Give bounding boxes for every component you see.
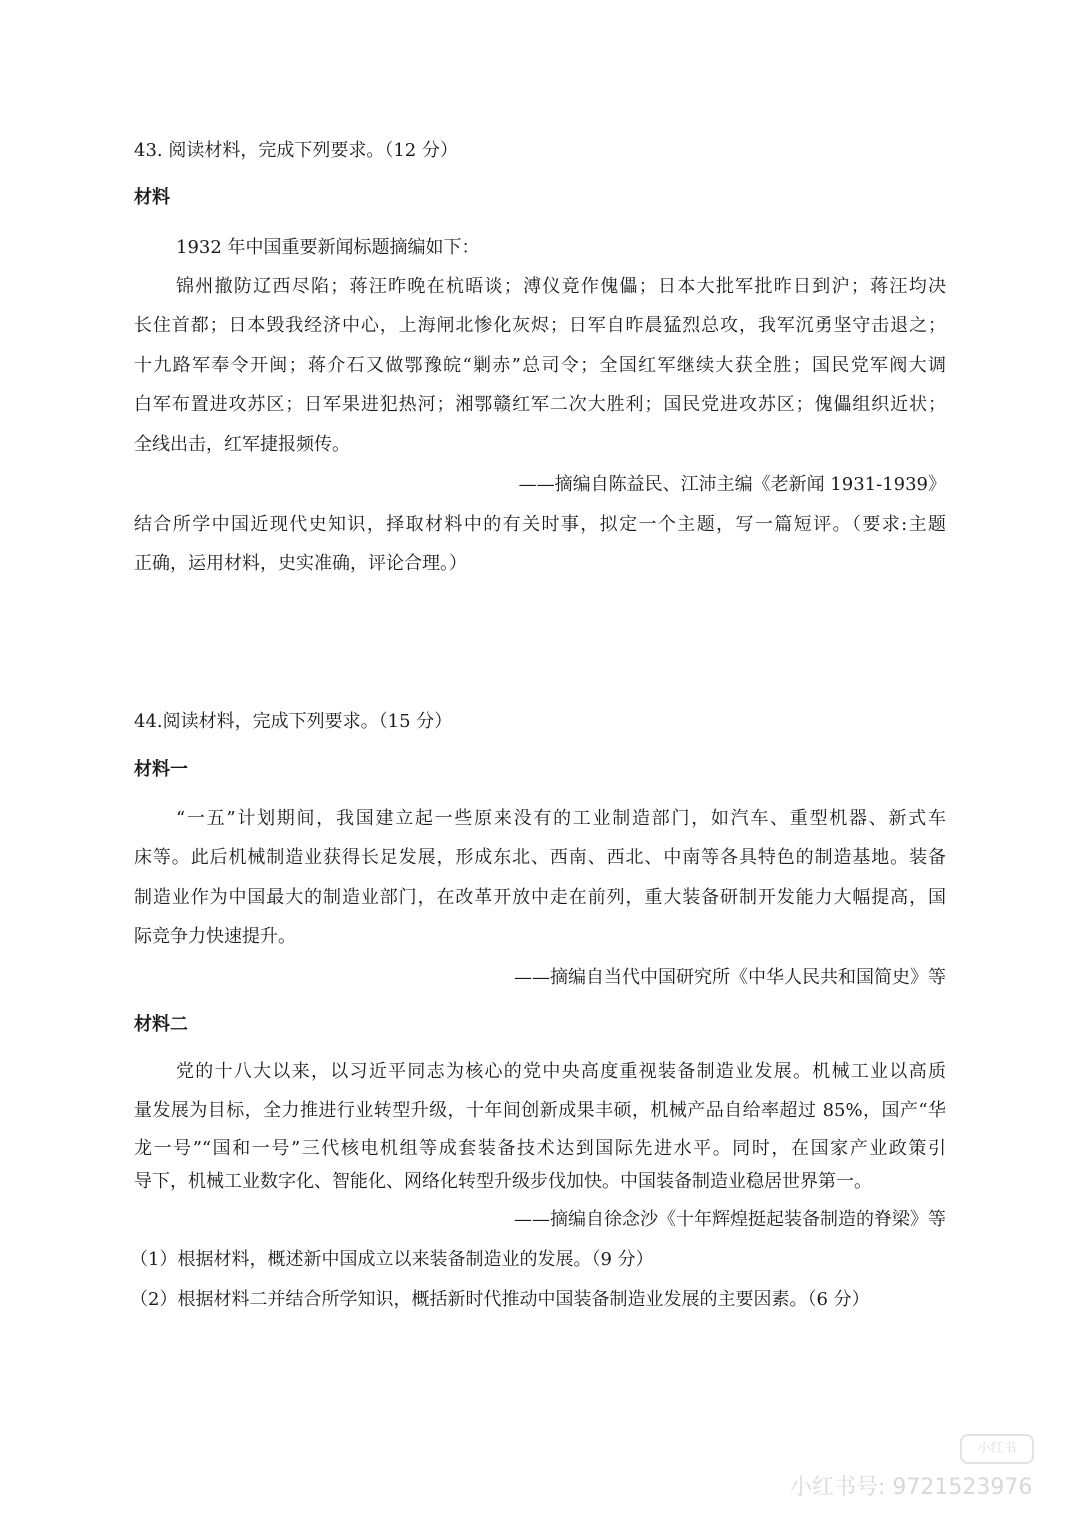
q44-sub-question-1: （1）根据材料，概述新中国成立以来装备制造业的发展。（9 分）	[130, 1249, 654, 1270]
q44-material1-line: 制造业作为中国最大的制造业部门，在改革开放中走在前列，重大装备研制开发能力大幅提高，国	[134, 887, 946, 908]
q44-source2: ——摘编自徐念沙《十年辉煌挺起装备制造的脊梁》等	[514, 1209, 946, 1230]
q44-material1-line: 际竞争力快速提升。	[134, 926, 296, 947]
q43-headline-line: 锦州撤防辽西尽陷；蒋汪昨晚在杭晤谈；溥仪竟作傀儡；日本大批军批昨日到沪；蒋汪均决	[176, 276, 946, 297]
q43-headline-line: 白军布置进攻苏区；日军果进犯热河；湘鄂赣红军二次大胜利；国民党进攻苏区；傀儡组织近状；	[134, 394, 946, 415]
q44-material1-heading: 材料一	[134, 759, 188, 780]
q44-material2-line: 党的十八大以来，以习近平同志为核心的党中央高度重视装备制造业发展。机械工业以高质	[176, 1061, 946, 1082]
q44-material2-line: 导下，机械工业数字化、智能化、网络化转型升级步伐加快。中国装备制造业稳居世界第一。	[134, 1171, 872, 1192]
watermark-logo: 小红书	[960, 1434, 1034, 1464]
q43-headline-line: 长住首都；日本毁我经济中心，上海闸北惨化灰烬；日军自昨晨猛烈总攻，我军沉勇坚守击退之；	[134, 315, 946, 336]
q44-source1: ——摘编自当代中国研究所《中华人民共和国简史》等	[514, 967, 946, 988]
q43-task-line: 正确，运用材料，史实准确，评论合理。）	[134, 553, 467, 574]
q43-task-line: 结合所学中国近现代史知识，择取材料中的有关时事，拟定一个主题，写一篇短评。（要求:主题	[134, 514, 946, 535]
q44-sub-question-2: （2）根据材料二并结合所学知识，概括新时代推动中国装备制造业发展的主要因素。（6 分）	[130, 1289, 870, 1310]
watermark-id: 小红书号: 9721523976	[790, 1475, 1033, 1500]
q43-intro: 1932 年中国重要新闻标题摘编如下：	[176, 237, 480, 258]
q44-material1-line: 床等。此后机械制造业获得长足发展，形成东北、西南、西北、中南等各具特色的制造基地。装备	[134, 847, 946, 868]
q43-title: 43. 阅读材料，完成下列要求。（12 分）	[134, 140, 458, 161]
q44-material2-heading: 材料二	[134, 1014, 188, 1035]
q44-material1-line: “一五”计划期间，我国建立起一些原来没有的工业制造部门，如汽车、重型机器、新式车	[176, 808, 946, 829]
q44-material2-line: 量发展为目标，全力推进行业转型升级，十年间创新成果丰硕，机械产品自给率超过 85%，国产“华	[134, 1100, 946, 1121]
q44-material2-line: 龙一号”“国和一号”三代核电机组等成套装备技术达到国际先进水平。同时，在国家产业政策引	[134, 1138, 946, 1159]
q43-source: ——摘编自陈益民、江沛主编《老新闻 1931-1939》	[518, 474, 946, 495]
q43-headline-line: 全线出击，红军捷报频传。	[134, 434, 350, 455]
q43-material-heading: 材料	[134, 187, 170, 208]
q44-title: 44.阅读材料，完成下列要求。（15 分）	[134, 711, 453, 732]
q43-headline-line: 十九路军奉令开闽；蒋介石又做鄂豫皖“剿赤”总司令；全国红军继续大获全胜；国民党军阀大调	[134, 355, 946, 376]
